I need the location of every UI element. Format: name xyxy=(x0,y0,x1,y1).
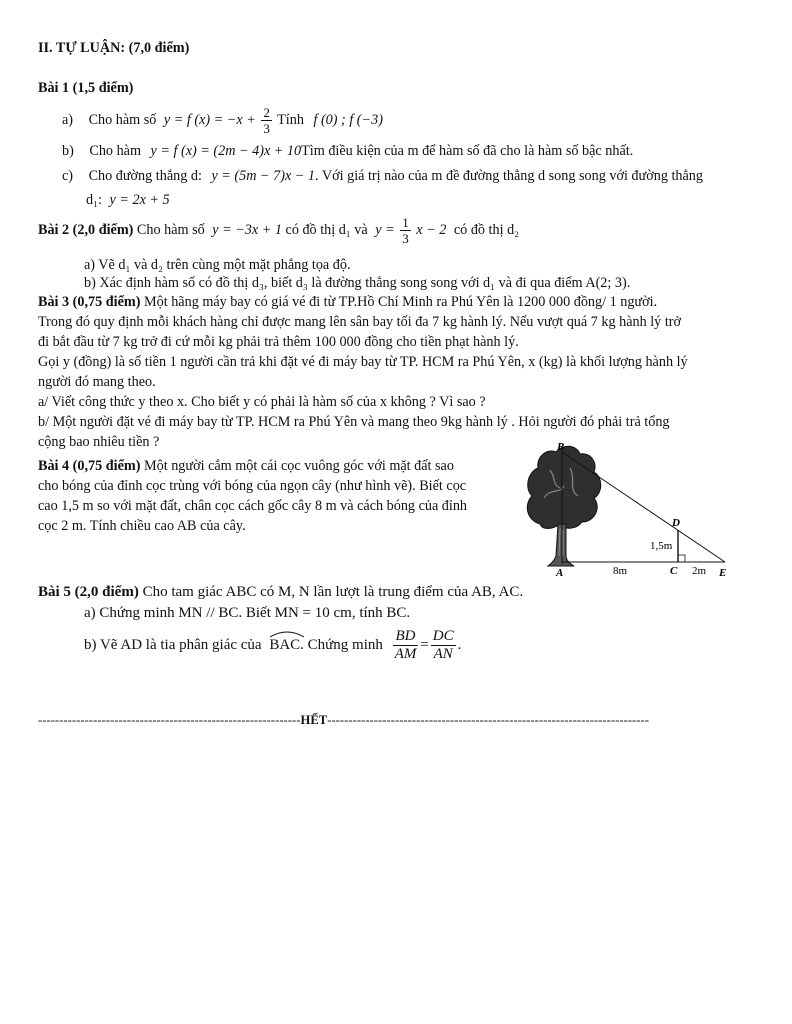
label-dist-ac: 8m xyxy=(613,565,628,577)
b1-b-label: b) xyxy=(62,143,74,159)
section-title: II. TỰ LUẬN: (7,0 điểm) xyxy=(38,40,190,56)
footer-dashes-right: ---------------------------------------------------------------------------- xyxy=(327,713,649,727)
b3-line8: cộng bao nhiêu tiền ? xyxy=(38,434,160,450)
b5-b xyxy=(84,629,461,662)
b5-eq: = xyxy=(420,636,429,653)
b5-f1-num: BD xyxy=(393,629,419,646)
label-a: A xyxy=(556,567,564,579)
b3-title: Bài 3 (0,75 điểm) xyxy=(38,294,141,310)
footer-end-label: HẾT xyxy=(300,713,328,727)
b1-b-rest: Tìm điều kiện của m để hàm số đã cho là hàm số bậc nhất. xyxy=(301,143,634,159)
b5-angle-text: BAC xyxy=(269,636,301,653)
b1-a-frac-num: 2 xyxy=(263,105,270,120)
b5-a: a) Chứng minh MN // BC. Biết MN = 10 cm, tính BC. xyxy=(84,605,411,621)
b5-title: Bài 5 (2,0 điểm) xyxy=(38,584,139,600)
b4-paragraph xyxy=(38,456,518,536)
tree-pole-figure xyxy=(520,438,750,583)
angle-arc-icon xyxy=(269,630,305,638)
label-b: B xyxy=(557,441,565,453)
b5-angle xyxy=(269,634,300,656)
b1-a-text: Cho hàm số xyxy=(88,111,157,128)
b1-c-line2-expr: y = 2x + 5 xyxy=(109,192,170,208)
b1-title: Bài 1 (1,5 điểm) xyxy=(38,80,134,96)
b1-c-rest: . Với giá trị nào của m đề đường thẳng d song song với đường thẳng xyxy=(315,168,703,184)
b4-line4: cọc 2 m. Tính chiều cao AB của cây. xyxy=(38,518,246,534)
b3-line7: b/ Một người đặt vé đi máy bay từ TP. HCM ra Phú Yên và mang theo 9kg hành lý . Hỏi người đó phải trả tổng xyxy=(38,414,670,430)
b5-b-text: b) Vẽ AD là tia phân giác của xyxy=(84,636,262,653)
b5-b-text2: . Chứng minh xyxy=(300,636,383,653)
b5-f2-den: AN xyxy=(433,646,453,662)
b2-text1: Cho hàm số xyxy=(136,221,205,238)
tree-icon xyxy=(527,446,600,566)
b3-line5: người đó mang theo. xyxy=(38,374,156,390)
b2-expr2-pre: y = xyxy=(375,221,395,238)
b1-a xyxy=(62,106,383,135)
label-e: E xyxy=(719,567,727,579)
b2-header xyxy=(38,216,519,245)
b1-a-expr: y = f (x) = −x + xyxy=(163,111,256,128)
b5-text: Cho tam giác ABC có M, N lần lượt là trung điểm của AB, AC. xyxy=(142,584,524,600)
b2-fraction xyxy=(400,216,411,245)
b1-c-line2-label: d₁: xyxy=(86,192,102,208)
b5-end: . xyxy=(457,636,462,653)
label-dist-ce: 2m xyxy=(692,565,707,577)
b5-header xyxy=(38,584,523,601)
b2-a: a) Vẽ d₁ và d₂ trên cùng một mặt phẳng tọa độ. xyxy=(84,257,351,273)
b2-expr1: y = −3x + 1 xyxy=(212,221,282,238)
label-d: D xyxy=(672,517,680,529)
label-c: C xyxy=(670,565,678,577)
b2-title: Bài 2 (2,0 điểm) xyxy=(38,221,134,238)
b1-c-line2 xyxy=(86,192,170,209)
b3-paragraph xyxy=(38,292,758,452)
b4-title: Bài 4 (0,75 điểm) xyxy=(38,458,141,474)
b2-b: b) Xác định hàm số có đồ thị d₃, biết d₃ là đường thẳng song song với d₁ và đi qua điểm A(2; 3). xyxy=(84,275,631,291)
b2-frac-num: 1 xyxy=(402,215,409,230)
b1-a-label: a) xyxy=(62,111,74,128)
b5-f1-den: AM xyxy=(394,646,417,662)
b3-line4: Gọi y (đồng) là số tiền 1 người cần trả khi đặt vé đi máy bay từ TP. HCM ra Phú Yên, x (kg) là khối lượng hành lý xyxy=(38,354,688,370)
b3-line6: a/ Viết công thức y theo x. Cho biết y có phải là hàm số của x không ? Vì sao ? xyxy=(38,394,486,410)
footer-end-line xyxy=(38,713,649,728)
b4-line1: Một người cắm một cái cọc vuông góc với mặt đất sao xyxy=(144,458,454,474)
b1-a-frac-den: 3 xyxy=(263,121,270,136)
b3-line1: Một hãng máy bay có giá vé đi từ TP.Hồ Chí Minh ra Phú Yên là 1200 000 đồng/ 1 người. xyxy=(144,294,658,310)
b5-f2-num: DC xyxy=(432,628,454,644)
footer-dashes-left: -------------------------------------------------------------- xyxy=(38,713,301,727)
b5-fraction-1 xyxy=(393,629,419,662)
right-angle-marker xyxy=(678,555,685,562)
b1-c-expr: y = (5m − 7)x − 1 xyxy=(211,168,316,184)
b1-a-tinh: Tính xyxy=(277,111,304,128)
b2-expr2-post: x − 2 xyxy=(416,221,447,238)
b1-c xyxy=(62,168,703,185)
b2-frac-den: 3 xyxy=(402,231,409,246)
b1-b xyxy=(62,143,633,160)
b1-a-vals: f (0) ; f (−3) xyxy=(313,111,383,128)
b1-c-text: Cho đường thẳng d: xyxy=(88,168,202,184)
b1-b-expr: y = f (x) = (2m − 4)x + 10 xyxy=(150,143,302,159)
b1-a-fraction xyxy=(261,106,272,135)
label-pole-height: 1,5m xyxy=(650,540,673,552)
b3-line2: Trong đó quy định mỗi khách hàng chỉ được mang lên sân bay tối đa 7 kg hành lý. Nếu vượt quá 7 kg hành lý trở xyxy=(38,314,681,330)
b1-b-text: Cho hàm xyxy=(89,143,141,159)
b1-c-label: c) xyxy=(62,168,74,184)
b5-fraction-2 xyxy=(431,629,456,662)
b2-text2: có đồ thị d₁ và xyxy=(285,221,368,238)
b3-line3: đi bắt đầu từ 7 kg trở đi cứ mỗi kg phải trả thêm 100 000 đồng cho tiền phạt hành lý. xyxy=(38,334,519,350)
b4-line3: cao 1,5 m so với mặt đất, chân cọc cách gốc cây 8 m và cách bóng của đỉnh xyxy=(38,498,468,514)
b4-line2: cho bóng của đỉnh cọc trùng với bóng của ngọn cây (như hình vẽ). Biết cọc xyxy=(38,478,467,494)
b2-text3: có đồ thị d₂ xyxy=(453,221,520,238)
